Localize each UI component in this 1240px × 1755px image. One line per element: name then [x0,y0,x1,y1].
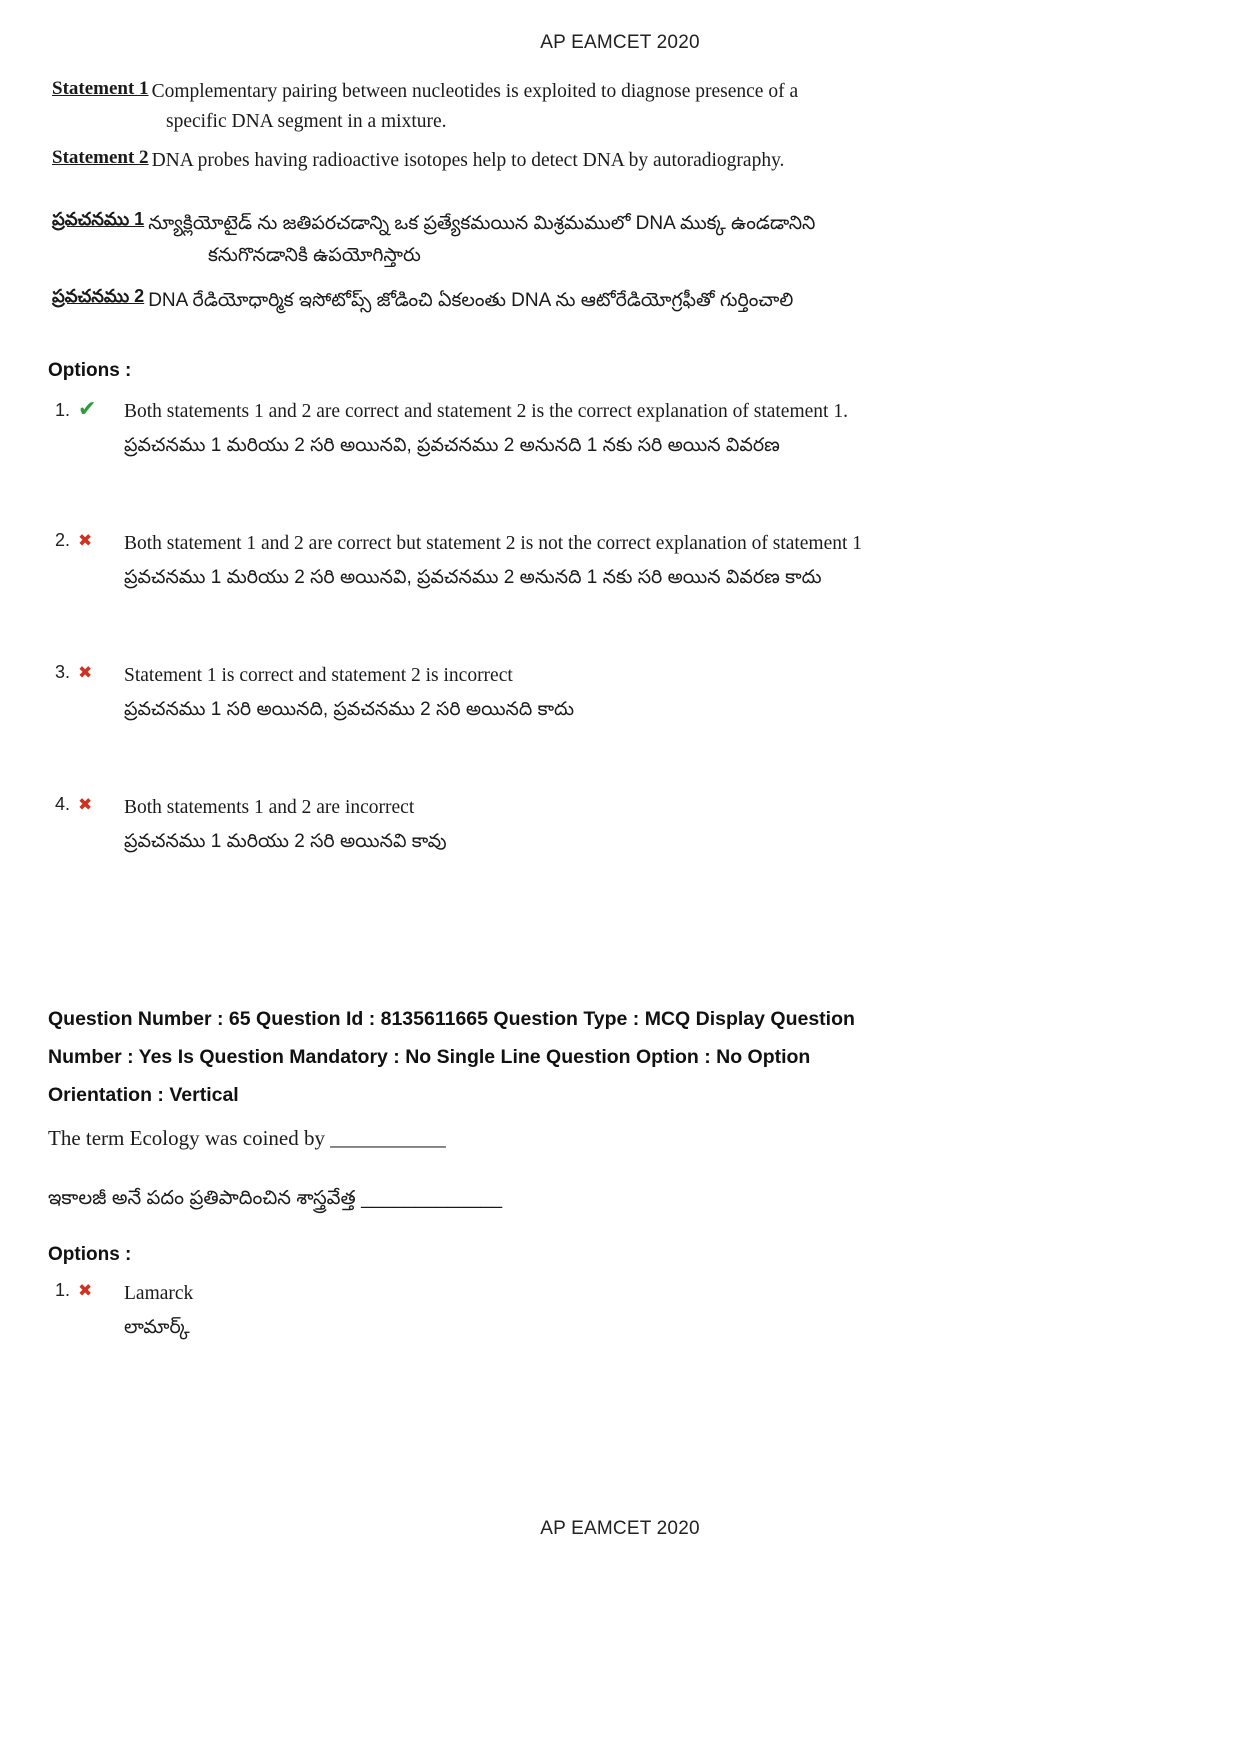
option-row[interactable] [48,794,1178,870]
option-marker [48,395,124,421]
option-marker [48,530,124,551]
option-body [124,398,1178,461]
option-body [124,662,1178,725]
statement-te-2-text: DNA రేడియోధార్మిక ఇసోటోప్స్ జోడించి ఏకలంతు DNA ను ఆటోరేడియోగ్రఫీతో గుర్తించాలి [148,289,794,311]
option-text-en: Both statements 1 and 2 are incorrect [124,796,415,818]
cross-icon: ✖ [78,662,93,682]
option-text-en: Both statement 1 and 2 are correct but statement 2 is not the correct explanation of statement 1 [124,532,863,554]
option-text-te: లామార్క్ [124,1317,190,1339]
statement-1-text: Complementary pairing between nucleotides is exploited to diagnose presence of a [151,81,799,102]
option-number: 2. [54,529,70,550]
option-marker [48,662,124,683]
question-text-te: ఇకాలజీ అనే పదం ప్రతిపాదించిన శాస్త్రవేత్త _____________ [48,1187,503,1210]
page-footer-title: AP EAMCET 2020 [540,1518,700,1539]
option-text-en: Both statements 1 and 2 are correct and statement 2 is the correct explanation of statement 1. [124,400,848,422]
option-row[interactable] [48,395,1178,474]
option-row[interactable] [48,1280,1178,1356]
document-content [48,78,1178,1356]
options-heading-q2: Options : [48,1244,132,1266]
option-body [124,1280,1178,1343]
statement-1-text-cont: specific DNA segment in a mixture. [166,111,447,133]
options-heading-q1: Options : [48,359,132,381]
option-row[interactable] [48,530,1178,606]
statement-block-en [48,78,1178,175]
cross-icon: ✖ [78,794,93,814]
cross-icon: ✖ [78,530,93,550]
question-2-block [48,1000,1178,1356]
option-text-en: Lamarck [124,1283,194,1305]
statement-row-1 [48,78,1178,106]
question-text-en: The term Ecology was coined by ___________ [48,1126,446,1151]
question-meta [48,1000,1178,1114]
option-text-te: ప్రవచనము 1 మరియు 2 సరి అయినవి కావు [124,831,447,853]
statement-te-1-text: న్యూక్లియోటైడ్ ను జతిపరచడాన్ని ఒక ప్రత్యేకమయిన మిశ్రమములో DNA ముక్క ఉండడానిని [148,212,816,234]
statement-2-text: DNA probes having radioactive isotopes help to detect DNA by autoradiography. [151,149,785,171]
statement-te-1-label: ప్రవచనము 1 [52,208,145,229]
question-meta-line-1: Question Number : 65 Question Id : 8135611665 Question Type : MCQ Display Question [48,1007,855,1030]
statement-te-row-1 [48,209,1178,239]
option-marker [48,1280,124,1301]
option-text-te: ప్రవచనము 1 మరియు 2 సరి అయినవి, ప్రవచనము 2 అనునది 1 నకు సరి అయిన వివరణ కాదు [124,567,822,589]
option-number: 1. [54,399,70,420]
question-meta-line-2: Number : Yes Is Question Mandatory : No Single Line Question Option : No Option [48,1045,811,1068]
option-body [124,530,1178,593]
check-icon: ✔ [78,395,97,421]
statement-te-1-text-cont: కనుగొనడానికి ఉపయోగిస్తారు [208,245,421,267]
option-body [124,794,1178,857]
statement-2-label: Statement 2 [52,146,149,168]
statement-row-2 [48,147,1178,175]
page-header-title: AP EAMCET 2020 [540,32,700,53]
option-number: 4. [54,793,70,814]
statement-te-2-label: ప్రవచనము 2 [52,285,145,306]
option-number: 3. [54,661,70,682]
statement-te-row-2 [48,286,1178,316]
option-row[interactable] [48,662,1178,738]
statement-block-te [48,209,1178,316]
option-text-te: ప్రవచనము 1 సరి అయినది, ప్రవచనము 2 సరి అయినది కాదు [124,699,575,721]
option-text-te: ప్రవచనము 1 మరియు 2 సరి అయినవి, ప్రవచనము 2 అనునది 1 నకు సరి అయిన వివరణ [124,435,780,457]
option-text-en: Statement 1 is correct and statement 2 is incorrect [124,664,513,686]
option-number: 1. [54,1280,70,1301]
question-meta-line-3: Orientation : Vertical [48,1084,239,1106]
cross-icon: ✖ [78,1281,93,1301]
option-marker [48,794,124,815]
statement-1-label: Statement 1 [52,78,149,99]
